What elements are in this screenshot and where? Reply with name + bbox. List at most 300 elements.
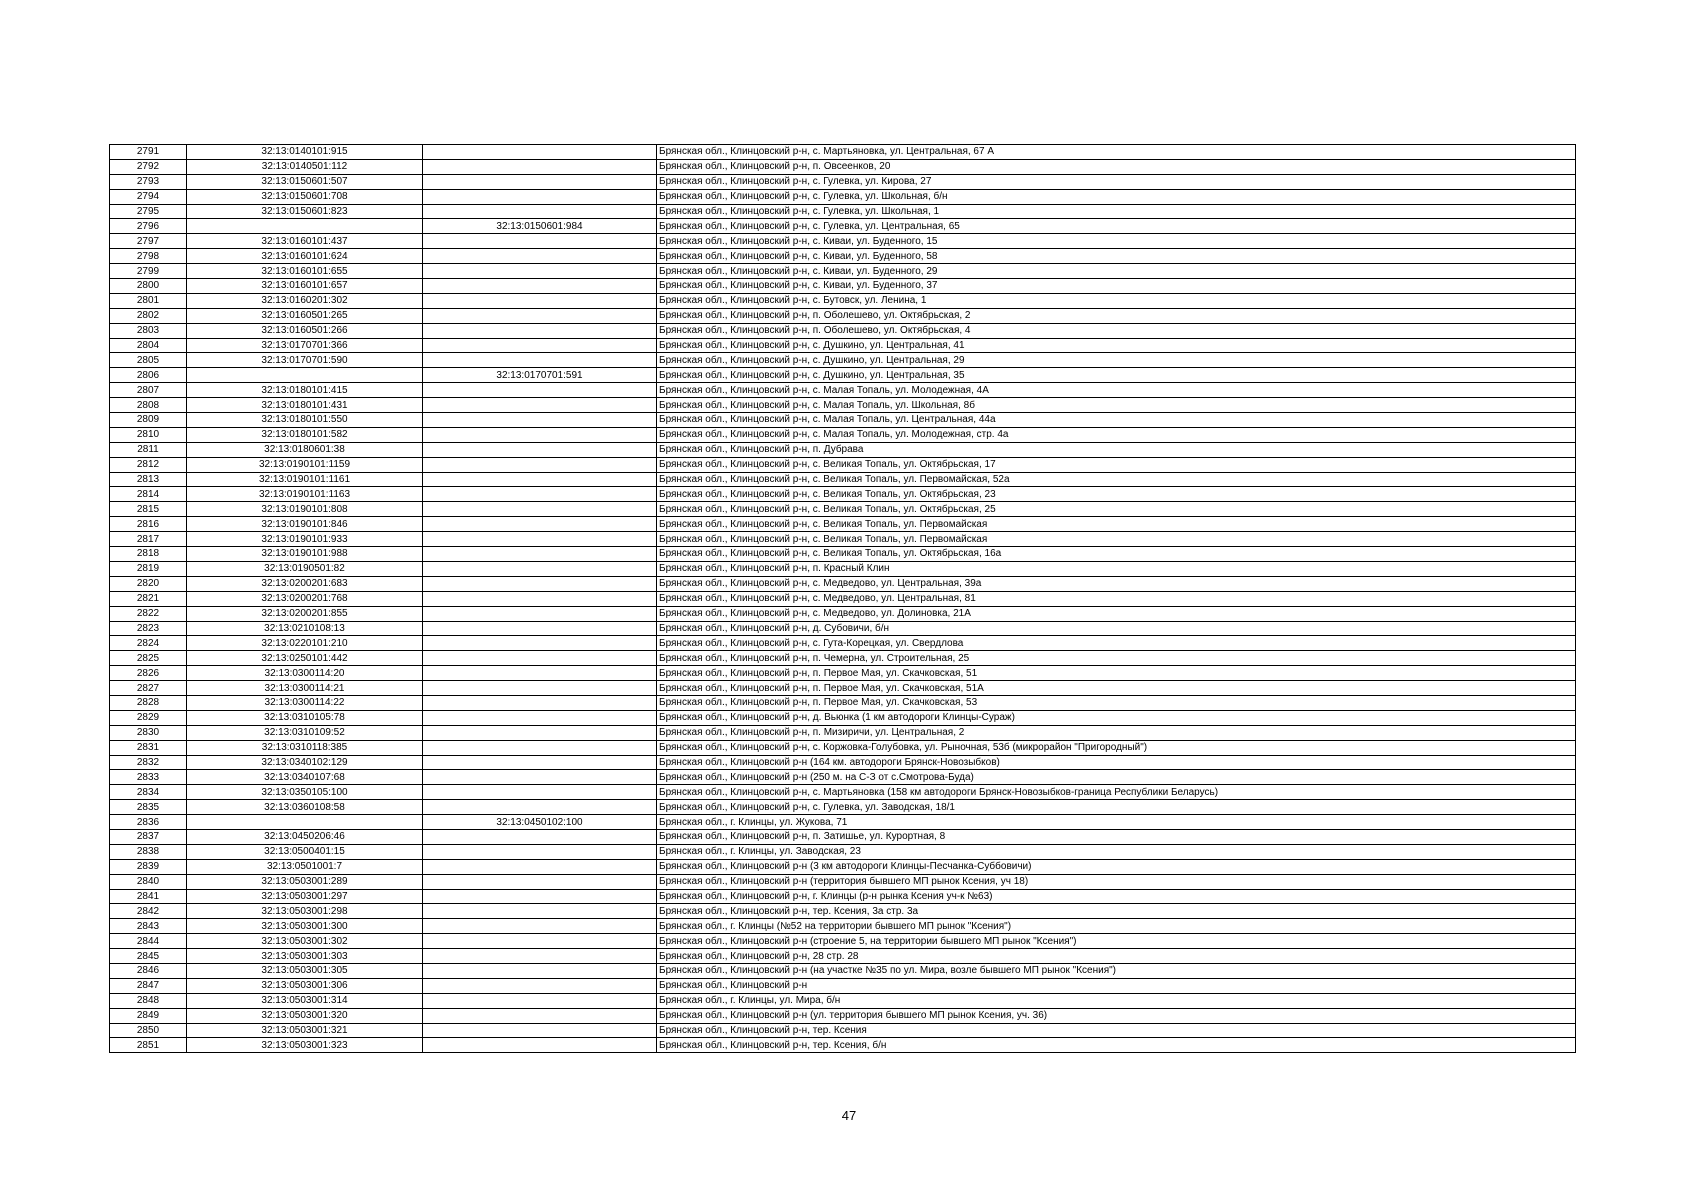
address-cell: Брянская обл., Клинцовский р-н, с. Гута-Корецкая, ул. Свердлова <box>657 636 1576 651</box>
cadastral-number-alt-cell <box>423 978 657 993</box>
cadastral-number-cell: 32:13:0503001:323 <box>187 1038 423 1053</box>
cadastral-number-cell: 32:13:0190501:82 <box>187 561 423 576</box>
row-number-cell: 2820 <box>110 576 187 591</box>
cadastral-number-alt-cell <box>423 338 657 353</box>
row-number-cell: 2842 <box>110 904 187 919</box>
address-cell: Брянская обл., Клинцовский р-н, д. Субовичи, б/н <box>657 621 1576 636</box>
address-cell: Брянская обл., Клинцовский р-н, с. Малая Топаль, ул. Молодежная, 4А <box>657 383 1576 398</box>
cadastral-number-cell: 32:13:0220101:210 <box>187 636 423 651</box>
address-cell: Брянская обл., Клинцовский р-н, п. Чемерна, ул. Строительная, 25 <box>657 651 1576 666</box>
cadastral-number-cell <box>187 815 423 830</box>
table-row <box>110 1023 1576 1038</box>
registry-sheet <box>109 144 1575 1053</box>
cadastral-number-cell: 32:13:0340107:68 <box>187 770 423 785</box>
cadastral-number-alt-cell <box>423 591 657 606</box>
cadastral-number-alt-cell <box>423 323 657 338</box>
row-number-cell: 2814 <box>110 487 187 502</box>
row-number-cell: 2799 <box>110 264 187 279</box>
cadastral-number-cell: 32:13:0503001:320 <box>187 1008 423 1023</box>
cadastral-number-alt-cell <box>423 264 657 279</box>
table-row <box>110 1038 1576 1053</box>
address-cell: Брянская обл., Клинцовский р-н, тер. Ксения <box>657 1023 1576 1038</box>
table-row <box>110 532 1576 547</box>
address-cell: Брянская обл., г. Клинцы, ул. Мира, б/н <box>657 993 1576 1008</box>
cadastral-number-cell: 32:13:0160201:302 <box>187 293 423 308</box>
cadastral-number-cell: 32:13:0160101:437 <box>187 234 423 249</box>
cadastral-number-cell: 32:13:0190101:1161 <box>187 472 423 487</box>
table-row <box>110 651 1576 666</box>
cadastral-number-cell: 32:13:0310105:78 <box>187 710 423 725</box>
address-cell: Брянская обл., Клинцовский р-н, с. Бутовск, ул. Ленина, 1 <box>657 293 1576 308</box>
table-row <box>110 308 1576 323</box>
cadastral-number-cell: 32:13:0190101:1163 <box>187 487 423 502</box>
row-number-cell: 2824 <box>110 636 187 651</box>
address-cell: Брянская обл., Клинцовский р-н, п. Оболешево, ул. Октябрьская, 4 <box>657 323 1576 338</box>
cadastral-number-cell: 32:13:0200201:855 <box>187 606 423 621</box>
address-cell: Брянская обл., г. Клинцы, ул. Заводская, 23 <box>657 844 1576 859</box>
table-row <box>110 174 1576 189</box>
cadastral-number-cell: 32:13:0190101:988 <box>187 547 423 562</box>
row-number-cell: 2840 <box>110 874 187 889</box>
cadastral-number-cell: 32:13:0140101:915 <box>187 145 423 160</box>
table-row <box>110 383 1576 398</box>
cadastral-number-alt-cell <box>423 457 657 472</box>
row-number-cell: 2849 <box>110 1008 187 1023</box>
cadastral-number-cell: 32:13:0503001:300 <box>187 919 423 934</box>
row-number-cell: 2832 <box>110 755 187 770</box>
cadastral-number-cell: 32:13:0180601:38 <box>187 442 423 457</box>
table-row <box>110 264 1576 279</box>
table-row <box>110 963 1576 978</box>
row-number-cell: 2851 <box>110 1038 187 1053</box>
cadastral-number-alt-cell: 32:13:0170701:591 <box>423 368 657 383</box>
cadastral-number-alt-cell <box>423 889 657 904</box>
row-number-cell: 2812 <box>110 457 187 472</box>
address-cell: Брянская обл., Клинцовский р-н (164 км. автодороги Брянск-Новозыбков) <box>657 755 1576 770</box>
cadastral-number-alt-cell <box>423 800 657 815</box>
cadastral-number-alt-cell <box>423 651 657 666</box>
address-cell: Брянская обл., Клинцовский р-н, с. Киваи, ул. Буденного, 15 <box>657 234 1576 249</box>
address-cell: Брянская обл., Клинцовский р-н, п. Первое Мая, ул. Скачковская, 51А <box>657 681 1576 696</box>
registry-table-body <box>110 145 1576 1053</box>
address-cell: Брянская обл., Клинцовский р-н (3 км автодороги Клинцы-Песчанка-Суббовичи) <box>657 859 1576 874</box>
table-row <box>110 189 1576 204</box>
table-row <box>110 710 1576 725</box>
registry-table <box>109 144 1576 1053</box>
cadastral-number-cell: 32:13:0150601:507 <box>187 174 423 189</box>
cadastral-number-alt-cell <box>423 145 657 160</box>
table-row <box>110 591 1576 606</box>
cadastral-number-alt-cell <box>423 919 657 934</box>
row-number-cell: 2825 <box>110 651 187 666</box>
address-cell: Брянская обл., Клинцовский р-н, п. Красный Клин <box>657 561 1576 576</box>
row-number-cell: 2818 <box>110 547 187 562</box>
table-row <box>110 770 1576 785</box>
cadastral-number-alt-cell <box>423 532 657 547</box>
row-number-cell: 2794 <box>110 189 187 204</box>
cadastral-number-cell: 32:13:0310109:52 <box>187 725 423 740</box>
row-number-cell: 2836 <box>110 815 187 830</box>
row-number-cell: 2803 <box>110 323 187 338</box>
row-number-cell: 2793 <box>110 174 187 189</box>
table-row <box>110 606 1576 621</box>
address-cell: Брянская обл., Клинцовский р-н, с. Душкино, ул. Центральная, 41 <box>657 338 1576 353</box>
cadastral-number-alt-cell: 32:13:0450102:100 <box>423 815 657 830</box>
cadastral-number-alt-cell <box>423 963 657 978</box>
row-number-cell: 2827 <box>110 681 187 696</box>
address-cell: Брянская обл., Клинцовский р-н, с. Великая Топаль, ул. Октябрьская, 25 <box>657 502 1576 517</box>
address-cell: Брянская обл., Клинцовский р-н, с. Великая Топаль, ул. Первомайская <box>657 517 1576 532</box>
address-cell: Брянская обл., Клинцовский р-н, п. Оболешево, ул. Октябрьская, 2 <box>657 308 1576 323</box>
row-number-cell: 2809 <box>110 413 187 428</box>
cadastral-number-cell: 32:13:0360108:58 <box>187 800 423 815</box>
row-number-cell: 2800 <box>110 279 187 294</box>
cadastral-number-alt-cell <box>423 174 657 189</box>
cadastral-number-alt-cell <box>423 204 657 219</box>
table-row <box>110 755 1576 770</box>
cadastral-number-alt-cell <box>423 472 657 487</box>
address-cell: Брянская обл., Клинцовский р-н, 28 стр. 28 <box>657 949 1576 964</box>
table-row <box>110 234 1576 249</box>
address-cell: Брянская обл., Клинцовский р-н (строение 5, на территории бывшего МП рынок "Ксения") <box>657 934 1576 949</box>
cadastral-number-cell: 32:13:0180101:550 <box>187 413 423 428</box>
cadastral-number-cell: 32:13:0300114:21 <box>187 681 423 696</box>
address-cell: Брянская обл., Клинцовский р-н, с. Гулевка, ул. Кирова, 27 <box>657 174 1576 189</box>
cadastral-number-cell: 32:13:0503001:306 <box>187 978 423 993</box>
address-cell: Брянская обл., Клинцовский р-н, с. Гулевка, ул. Центральная, 65 <box>657 219 1576 234</box>
address-cell: Брянская обл., г. Клинцы, ул. Жукова, 71 <box>657 815 1576 830</box>
cadastral-number-alt-cell <box>423 383 657 398</box>
cadastral-number-alt-cell <box>423 517 657 532</box>
cadastral-number-cell: 32:13:0350105:100 <box>187 785 423 800</box>
address-cell: Брянская обл., Клинцовский р-н, с. Киваи, ул. Буденного, 58 <box>657 249 1576 264</box>
cadastral-number-cell: 32:13:0250101:442 <box>187 651 423 666</box>
table-row <box>110 934 1576 949</box>
row-number-cell: 2816 <box>110 517 187 532</box>
cadastral-number-alt-cell <box>423 681 657 696</box>
row-number-cell: 2801 <box>110 293 187 308</box>
cadastral-number-alt-cell <box>423 874 657 889</box>
table-row <box>110 427 1576 442</box>
page-number: 47 <box>841 1108 857 1123</box>
cadastral-number-alt-cell <box>423 308 657 323</box>
table-row <box>110 353 1576 368</box>
table-row <box>110 502 1576 517</box>
table-row <box>110 576 1576 591</box>
address-cell: Брянская обл., Клинцовский р-н, с. Киваи, ул. Буденного, 37 <box>657 279 1576 294</box>
address-cell: Брянская обл., Клинцовский р-н, с. Киваи, ул. Буденного, 29 <box>657 264 1576 279</box>
cadastral-number-alt-cell <box>423 189 657 204</box>
address-cell: Брянская обл., Клинцовский р-н, г. Клинцы (р-н рынка Ксения уч-к №63) <box>657 889 1576 904</box>
address-cell: Брянская обл., Клинцовский р-н, с. Душкино, ул. Центральная, 35 <box>657 368 1576 383</box>
cadastral-number-cell: 32:13:0150601:823 <box>187 204 423 219</box>
table-row <box>110 547 1576 562</box>
cadastral-number-cell: 32:13:0340102:129 <box>187 755 423 770</box>
cadastral-number-cell: 32:13:0200201:768 <box>187 591 423 606</box>
row-number-cell: 2848 <box>110 993 187 1008</box>
cadastral-number-cell: 32:13:0503001:303 <box>187 949 423 964</box>
address-cell: Брянская обл., Клинцовский р-н, п. Первое Мая, ул. Скачковская, 51 <box>657 666 1576 681</box>
table-row <box>110 829 1576 844</box>
address-cell: Брянская обл., Клинцовский р-н, с. Великая Топаль, ул. Первомайская <box>657 532 1576 547</box>
cadastral-number-alt-cell <box>423 1023 657 1038</box>
address-cell: Брянская обл., Клинцовский р-н, с. Мартьяновка (158 км автодороги Брянск-Новозыбков-граница Республики Беларусь) <box>657 785 1576 800</box>
cadastral-number-alt-cell <box>423 785 657 800</box>
row-number-cell: 2802 <box>110 308 187 323</box>
cadastral-number-cell: 32:13:0160501:266 <box>187 323 423 338</box>
table-row <box>110 472 1576 487</box>
cadastral-number-cell: 32:13:0503001:302 <box>187 934 423 949</box>
table-row <box>110 993 1576 1008</box>
table-row <box>110 457 1576 472</box>
address-cell: Брянская обл., Клинцовский р-н (на участке №35 по ул. Мира, возле бывшего МП рынок "Ксения") <box>657 963 1576 978</box>
row-number-cell: 2808 <box>110 398 187 413</box>
row-number-cell: 2819 <box>110 561 187 576</box>
row-number-cell: 2823 <box>110 621 187 636</box>
cadastral-number-alt-cell <box>423 279 657 294</box>
address-cell: Брянская обл., Клинцовский р-н, с. Коржовка-Голубовка, ул. Рыночная, 53б (микрорайон "Пригородный") <box>657 740 1576 755</box>
address-cell: Брянская обл., Клинцовский р-н <box>657 978 1576 993</box>
address-cell: Брянская обл., Клинцовский р-н, с. Великая Топаль, ул. Октябрьская, 17 <box>657 457 1576 472</box>
cadastral-number-alt-cell <box>423 829 657 844</box>
cadastral-number-cell: 32:13:0500401:15 <box>187 844 423 859</box>
cadastral-number-cell: 32:13:0300114:22 <box>187 695 423 710</box>
address-cell: Брянская обл., Клинцовский р-н, тер. Ксения, 3а стр. 3а <box>657 904 1576 919</box>
cadastral-number-alt-cell <box>423 740 657 755</box>
table-row <box>110 398 1576 413</box>
cadastral-number-alt-cell <box>423 621 657 636</box>
address-cell: Брянская обл., Клинцовский р-н, п. Первое Мая, ул. Скачковская, 53 <box>657 695 1576 710</box>
row-number-cell: 2804 <box>110 338 187 353</box>
address-cell: Брянская обл., Клинцовский р-н, тер. Ксения, б/н <box>657 1038 1576 1053</box>
row-number-cell: 2830 <box>110 725 187 740</box>
address-cell: Брянская обл., Клинцовский р-н (250 м. на С-З от с.Смотрова-Буда) <box>657 770 1576 785</box>
cadastral-number-alt-cell <box>423 934 657 949</box>
table-row <box>110 323 1576 338</box>
table-row <box>110 815 1576 830</box>
table-row <box>110 517 1576 532</box>
row-number-cell: 2833 <box>110 770 187 785</box>
cadastral-number-cell <box>187 368 423 383</box>
address-cell: Брянская обл., Клинцовский р-н, д. Вьюнка (1 км автодороги Клинцы-Сураж) <box>657 710 1576 725</box>
address-cell: Брянская обл., Клинцовский р-н, с. Малая Топаль, ул. Школьная, 8б <box>657 398 1576 413</box>
row-number-cell: 2846 <box>110 963 187 978</box>
address-cell: Брянская обл., Клинцовский р-н, с. Душкино, ул. Центральная, 29 <box>657 353 1576 368</box>
cadastral-number-alt-cell <box>423 636 657 651</box>
cadastral-number-cell: 32:13:0501001:7 <box>187 859 423 874</box>
cadastral-number-cell: 32:13:0140501:112 <box>187 159 423 174</box>
cadastral-number-cell: 32:13:0503001:314 <box>187 993 423 1008</box>
row-number-cell: 2843 <box>110 919 187 934</box>
address-cell: Брянская обл., Клинцовский р-н, с. Медведово, ул. Центральная, 81 <box>657 591 1576 606</box>
cadastral-number-cell: 32:13:0150601:708 <box>187 189 423 204</box>
row-number-cell: 2847 <box>110 978 187 993</box>
table-row <box>110 338 1576 353</box>
cadastral-number-alt-cell <box>423 859 657 874</box>
row-number-cell: 2798 <box>110 249 187 264</box>
table-row <box>110 219 1576 234</box>
row-number-cell: 2831 <box>110 740 187 755</box>
row-number-cell: 2810 <box>110 427 187 442</box>
cadastral-number-alt-cell <box>423 770 657 785</box>
row-number-cell: 2821 <box>110 591 187 606</box>
address-cell: Брянская обл., Клинцовский р-н, с. Великая Топаль, ул. Октябрьская, 16а <box>657 547 1576 562</box>
cadastral-number-cell: 32:13:0503001:305 <box>187 963 423 978</box>
table-row <box>110 874 1576 889</box>
table-row <box>110 159 1576 174</box>
row-number-cell: 2845 <box>110 949 187 964</box>
row-number-cell: 2837 <box>110 829 187 844</box>
row-number-cell: 2828 <box>110 695 187 710</box>
cadastral-number-alt-cell <box>423 755 657 770</box>
table-row <box>110 561 1576 576</box>
table-row <box>110 621 1576 636</box>
address-cell: Брянская обл., Клинцовский р-н, п. Овсеенков, 20 <box>657 159 1576 174</box>
cadastral-number-alt-cell <box>423 725 657 740</box>
table-row <box>110 368 1576 383</box>
row-number-cell: 2791 <box>110 145 187 160</box>
cadastral-number-cell: 32:13:0200201:683 <box>187 576 423 591</box>
cadastral-number-alt-cell <box>423 234 657 249</box>
cadastral-number-alt-cell <box>423 576 657 591</box>
row-number-cell: 2817 <box>110 532 187 547</box>
cadastral-number-alt-cell: 32:13:0150601:984 <box>423 219 657 234</box>
table-row <box>110 487 1576 502</box>
cadastral-number-cell: 32:13:0450206:46 <box>187 829 423 844</box>
table-row <box>110 666 1576 681</box>
row-number-cell: 2805 <box>110 353 187 368</box>
table-row <box>110 785 1576 800</box>
row-number-cell: 2813 <box>110 472 187 487</box>
table-row <box>110 442 1576 457</box>
table-row <box>110 145 1576 160</box>
address-cell: Брянская обл., Клинцовский р-н, с. Гулевка, ул. Школьная, б/н <box>657 189 1576 204</box>
cadastral-number-alt-cell <box>423 904 657 919</box>
table-row <box>110 695 1576 710</box>
cadastral-number-cell: 32:13:0503001:321 <box>187 1023 423 1038</box>
cadastral-number-cell: 32:13:0180101:431 <box>187 398 423 413</box>
table-row <box>110 919 1576 934</box>
table-row <box>110 279 1576 294</box>
table-row <box>110 636 1576 651</box>
cadastral-number-alt-cell <box>423 695 657 710</box>
cadastral-number-cell: 32:13:0160101:624 <box>187 249 423 264</box>
cadastral-number-alt-cell <box>423 993 657 1008</box>
address-cell: Брянская обл., Клинцовский р-н (территория бывшего МП рынок Ксения, уч 18) <box>657 874 1576 889</box>
cadastral-number-alt-cell <box>423 561 657 576</box>
cadastral-number-cell: 32:13:0300114:20 <box>187 666 423 681</box>
address-cell: Брянская обл., Клинцовский р-н, с. Малая Топаль, ул. Центральная, 44а <box>657 413 1576 428</box>
address-cell: Брянская обл., Клинцовский р-н, с. Гулевка, ул. Заводская, 18/1 <box>657 800 1576 815</box>
cadastral-number-cell: 32:13:0310118:385 <box>187 740 423 755</box>
row-number-cell: 2811 <box>110 442 187 457</box>
cadastral-number-alt-cell <box>423 1008 657 1023</box>
row-number-cell: 2796 <box>110 219 187 234</box>
row-number-cell: 2807 <box>110 383 187 398</box>
table-row <box>110 204 1576 219</box>
row-number-cell: 2834 <box>110 785 187 800</box>
row-number-cell: 2795 <box>110 204 187 219</box>
cadastral-number-alt-cell <box>423 427 657 442</box>
cadastral-number-alt-cell <box>423 293 657 308</box>
table-row <box>110 413 1576 428</box>
cadastral-number-cell: 32:13:0190101:846 <box>187 517 423 532</box>
address-cell: Брянская обл., Клинцовский р-н, с. Великая Топаль, ул. Октябрьская, 23 <box>657 487 1576 502</box>
row-number-cell: 2844 <box>110 934 187 949</box>
address-cell: Брянская обл., Клинцовский р-н, п. Мизиричи, ул. Центральная, 2 <box>657 725 1576 740</box>
cadastral-number-alt-cell <box>423 547 657 562</box>
address-cell: Брянская обл., Клинцовский р-н, с. Мартьяновка, ул. Центральная, 67 А <box>657 145 1576 160</box>
table-row <box>110 1008 1576 1023</box>
cadastral-number-alt-cell <box>423 606 657 621</box>
address-cell: Брянская обл., Клинцовский р-н, с. Малая Топаль, ул. Молодежная, стр. 4а <box>657 427 1576 442</box>
table-row <box>110 949 1576 964</box>
cadastral-number-alt-cell <box>423 398 657 413</box>
cadastral-number-cell <box>187 219 423 234</box>
cadastral-number-alt-cell <box>423 442 657 457</box>
row-number-cell: 2838 <box>110 844 187 859</box>
address-cell: Брянская обл., Клинцовский р-н, с. Гулевка, ул. Школьная, 1 <box>657 204 1576 219</box>
row-number-cell: 2815 <box>110 502 187 517</box>
cadastral-number-cell: 32:13:0170701:366 <box>187 338 423 353</box>
cadastral-number-cell: 32:13:0190101:808 <box>187 502 423 517</box>
table-row <box>110 904 1576 919</box>
cadastral-number-alt-cell <box>423 502 657 517</box>
cadastral-number-alt-cell <box>423 1038 657 1053</box>
table-row <box>110 725 1576 740</box>
cadastral-number-alt-cell <box>423 249 657 264</box>
row-number-cell: 2829 <box>110 710 187 725</box>
table-row <box>110 800 1576 815</box>
table-row <box>110 859 1576 874</box>
row-number-cell: 2839 <box>110 859 187 874</box>
table-row <box>110 249 1576 264</box>
row-number-cell: 2806 <box>110 368 187 383</box>
row-number-cell: 2850 <box>110 1023 187 1038</box>
row-number-cell: 2835 <box>110 800 187 815</box>
row-number-cell: 2841 <box>110 889 187 904</box>
cadastral-number-alt-cell <box>423 159 657 174</box>
table-row <box>110 740 1576 755</box>
address-cell: Брянская обл., Клинцовский р-н, п. Затишье, ул. Курортная, 8 <box>657 829 1576 844</box>
cadastral-number-alt-cell <box>423 666 657 681</box>
table-row <box>110 844 1576 859</box>
cadastral-number-alt-cell <box>423 353 657 368</box>
cadastral-number-cell: 32:13:0503001:297 <box>187 889 423 904</box>
row-number-cell: 2826 <box>110 666 187 681</box>
address-cell: Брянская обл., Клинцовский р-н, п. Дубрава <box>657 442 1576 457</box>
address-cell: Брянская обл., Клинцовский р-н, с. Медведово, ул. Долиновка, 21А <box>657 606 1576 621</box>
address-cell: Брянская обл., г. Клинцы (№52 на территории бывшего МП рынок "Ксения") <box>657 919 1576 934</box>
row-number-cell: 2797 <box>110 234 187 249</box>
cadastral-number-cell: 32:13:0170701:590 <box>187 353 423 368</box>
cadastral-number-alt-cell <box>423 949 657 964</box>
address-cell: Брянская обл., Клинцовский р-н, с. Медведово, ул. Центральная, 39а <box>657 576 1576 591</box>
cadastral-number-alt-cell <box>423 844 657 859</box>
address-cell: Брянская обл., Клинцовский р-н, с. Великая Топаль, ул. Первомайская, 52а <box>657 472 1576 487</box>
cadastral-number-cell: 32:13:0180101:415 <box>187 383 423 398</box>
row-number-cell: 2822 <box>110 606 187 621</box>
cadastral-number-cell: 32:13:0160101:657 <box>187 279 423 294</box>
cadastral-number-cell: 32:13:0190101:1159 <box>187 457 423 472</box>
address-cell: Брянская обл., Клинцовский р-н (ул. территория бывшего МП рынок Ксения, уч. 36) <box>657 1008 1576 1023</box>
table-row <box>110 681 1576 696</box>
cadastral-number-alt-cell <box>423 487 657 502</box>
table-row <box>110 978 1576 993</box>
table-row <box>110 293 1576 308</box>
cadastral-number-cell: 32:13:0210108:13 <box>187 621 423 636</box>
cadastral-number-cell: 32:13:0180101:582 <box>187 427 423 442</box>
